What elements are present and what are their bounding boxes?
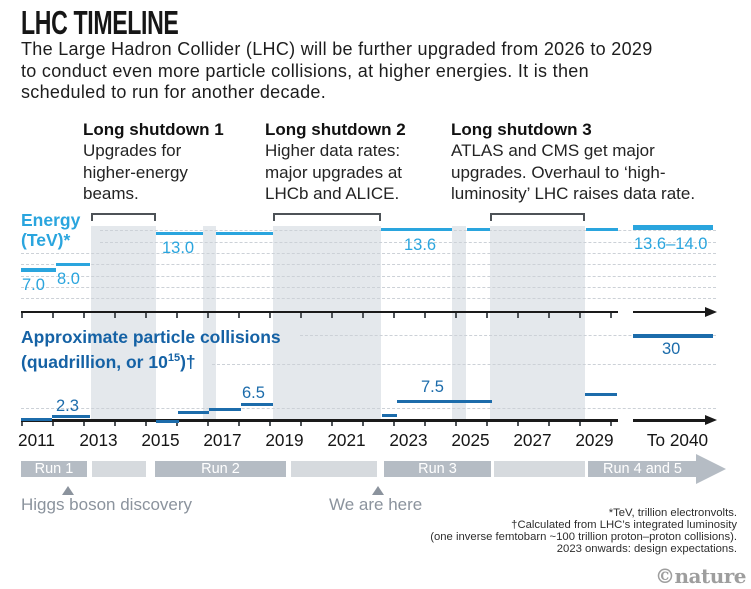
axis-tick: [83, 313, 85, 318]
energy-value-label: 7.0: [22, 276, 45, 294]
footnote-line: 2023 onwards: design expectations.: [556, 543, 737, 556]
axis-tick: [52, 422, 54, 427]
run-bar-run-1: Run 1: [21, 461, 87, 477]
axis-tick: [610, 422, 612, 427]
energy-axis-label-line: (TeV)*: [21, 229, 71, 250]
axis-tick: [269, 313, 271, 318]
run-bar-gap: [291, 461, 377, 477]
year-label: 2013: [79, 430, 118, 450]
energy-value-label: 8.0: [57, 270, 80, 288]
year-label: 2017: [203, 430, 242, 450]
energy-segment: [467, 228, 490, 232]
intro-line: scheduled to run for another decade.: [21, 82, 327, 103]
collisions-segment: [382, 414, 397, 417]
shutdown-2-text: major upgrades at: [265, 162, 403, 182]
energy-axis-line: [21, 311, 618, 314]
axis-tick: [52, 313, 54, 318]
gridline: [21, 276, 716, 277]
axis-tick: [362, 313, 364, 318]
footnotes: [430, 507, 737, 555]
shutdown-1-title: Long shutdown 1: [83, 120, 224, 139]
collisions-segment: [585, 393, 617, 396]
year-label-to-2040: To 2040: [646, 430, 709, 450]
axis-tick: [424, 422, 426, 427]
collisions-axis-label: [21, 327, 281, 373]
collisions-segment: [21, 418, 52, 421]
run-bar-run-4-and-5: Run 4 and 5: [588, 461, 697, 477]
axis-tick: [331, 313, 333, 318]
shutdown-band: [490, 226, 585, 419]
shutdown-2-text: LHCb and ALICE.: [265, 183, 400, 203]
axis-tick: [517, 313, 519, 318]
shutdown-1-text: beams.: [83, 183, 139, 203]
axis-tick: [486, 422, 488, 427]
shutdown-band: [203, 226, 216, 419]
run-bar-gap: [92, 461, 146, 477]
axis-tick: [238, 422, 240, 427]
axis-tick: [486, 313, 488, 318]
collisions-segment: [156, 420, 179, 423]
shutdown-bracket: [273, 213, 381, 221]
gridline: [21, 298, 716, 299]
collisions-axis-line: [21, 419, 618, 422]
gridline: [212, 364, 716, 365]
collisions-axis-arrow-line: [633, 419, 705, 422]
collisions-axis-label-line: Approximate particle collisions: [21, 327, 281, 347]
collisions-value-label: 2.3: [56, 397, 79, 415]
shutdown-bracket: [490, 213, 585, 221]
axis-tick: [176, 313, 178, 318]
we-are-here-marker-icon: [372, 486, 384, 495]
shutdown-1-text: Upgrades for: [83, 141, 182, 161]
footnote-line: (one inverse femtobarn ~100 trillion proton–proton collisions).: [430, 531, 737, 544]
energy-axis-arrowhead-icon: [705, 307, 717, 317]
energy-value-label: 13.6: [404, 236, 437, 254]
collisions-value-label: 30: [662, 340, 681, 358]
shutdown-bracket: [91, 213, 156, 221]
axis-tick: [207, 313, 209, 318]
collisions-value-label: 7.5: [421, 378, 444, 396]
shutdown-band: [452, 226, 466, 419]
run-bar-gap: [494, 461, 585, 477]
shutdown-2-title: Long shutdown 2: [265, 120, 406, 139]
collisions-axis-label-line: (quadrillion, or $10^{15})\dagger$: [21, 351, 196, 372]
year-label: 2015: [141, 430, 180, 450]
collisions-axis-arrowhead-icon: [705, 415, 717, 425]
run-bar-arrowhead-icon: [696, 454, 726, 484]
axis-tick: [83, 422, 85, 427]
intro-line: The Large Hadron Collider (LHC) will be further upgraded from 2026 to 2029: [21, 39, 653, 59]
axis-tick: [548, 422, 550, 427]
energy-value-label: 13.6–14.0: [634, 235, 708, 253]
we-are-here-annotation: We are here: [329, 495, 423, 514]
energy-axis-label-line: Energy: [21, 210, 81, 230]
energy-segment: [56, 263, 90, 267]
axis-tick: [579, 422, 581, 427]
axis-tick: [393, 422, 395, 427]
shutdown-3-text: ATLAS and CMS get major: [451, 141, 655, 161]
year-label: 2023: [389, 430, 428, 450]
axis-tick: [455, 313, 457, 318]
higgs-annotation: Higgs boson discovery: [21, 495, 193, 514]
run-bar-run-3: Run 3: [384, 461, 491, 477]
higgs-marker-icon: [62, 486, 74, 495]
axis-tick: [21, 313, 23, 318]
energy-segment: [216, 232, 273, 236]
gridline: [21, 264, 716, 265]
footnote-line: *TeV, trillion electronvolts.: [608, 507, 737, 519]
axis-tick: [548, 313, 550, 318]
axis-tick: [300, 313, 302, 318]
energy-segment: [381, 228, 452, 232]
year-label: 2019: [265, 430, 304, 450]
energy-value-label: 13.0: [162, 239, 195, 257]
axis-tick: [393, 313, 395, 318]
collisions-segment: [178, 411, 209, 414]
shutdown-3-text: luminosity’ LHC raises data rate.: [451, 183, 696, 203]
energy-segment: [21, 268, 56, 272]
axis-tick: [362, 422, 364, 427]
collisions-value-label: 6.5: [242, 384, 265, 402]
energy-segment: [156, 232, 203, 236]
energy-axis-arrow-line: [633, 311, 705, 314]
energy-segment: [586, 228, 618, 232]
collisions-segment: [209, 408, 241, 411]
axis-tick: [424, 313, 426, 318]
footnote-line: †Calculated from LHC’s integrated luminosity: [511, 519, 737, 532]
intro-line: to conduct even more particle collisions, at higher energies. It is then: [21, 60, 589, 81]
nature-credit: ©nature: [654, 564, 746, 588]
shutdown-3-title: Long shutdown 3: [451, 120, 592, 139]
gridline: [21, 408, 716, 409]
axis-tick: [114, 422, 116, 427]
axis-tick: [579, 313, 581, 318]
axis-tick: [145, 422, 147, 427]
year-label: 2029: [575, 430, 614, 450]
energy-segment: [633, 225, 713, 230]
year-label: 2011: [18, 430, 55, 450]
energy-axis-label: [21, 211, 80, 250]
axis-tick: [207, 422, 209, 427]
shutdown-3-text: upgrades. Overhaul to ‘high-: [451, 162, 666, 182]
axis-tick: [455, 422, 457, 427]
year-label: 2021: [327, 430, 366, 450]
axis-tick: [145, 313, 147, 318]
shutdown-band: [273, 226, 381, 419]
axis-tick: [114, 313, 116, 318]
shutdown-2-text: Higher data rates:: [265, 141, 401, 161]
run-bar-run-2: Run 2: [155, 461, 286, 477]
axis-tick: [331, 422, 333, 427]
gridline: [21, 253, 716, 254]
page-title: LHC TIMELINE: [21, 4, 179, 41]
axis-tick: [300, 422, 302, 427]
axis-tick: [238, 313, 240, 318]
collisions-segment: [633, 334, 713, 339]
axis-tick: [21, 422, 23, 427]
collisions-segment: [397, 400, 492, 403]
axis-tick: [517, 422, 519, 427]
shutdown-band: [91, 226, 156, 419]
year-label: 2025: [451, 430, 490, 450]
gridline: [21, 287, 716, 288]
axis-tick: [610, 313, 612, 318]
year-label: 2027: [513, 430, 552, 450]
shutdown-1-text: higher-energy: [83, 162, 188, 182]
axis-tick: [269, 422, 271, 427]
